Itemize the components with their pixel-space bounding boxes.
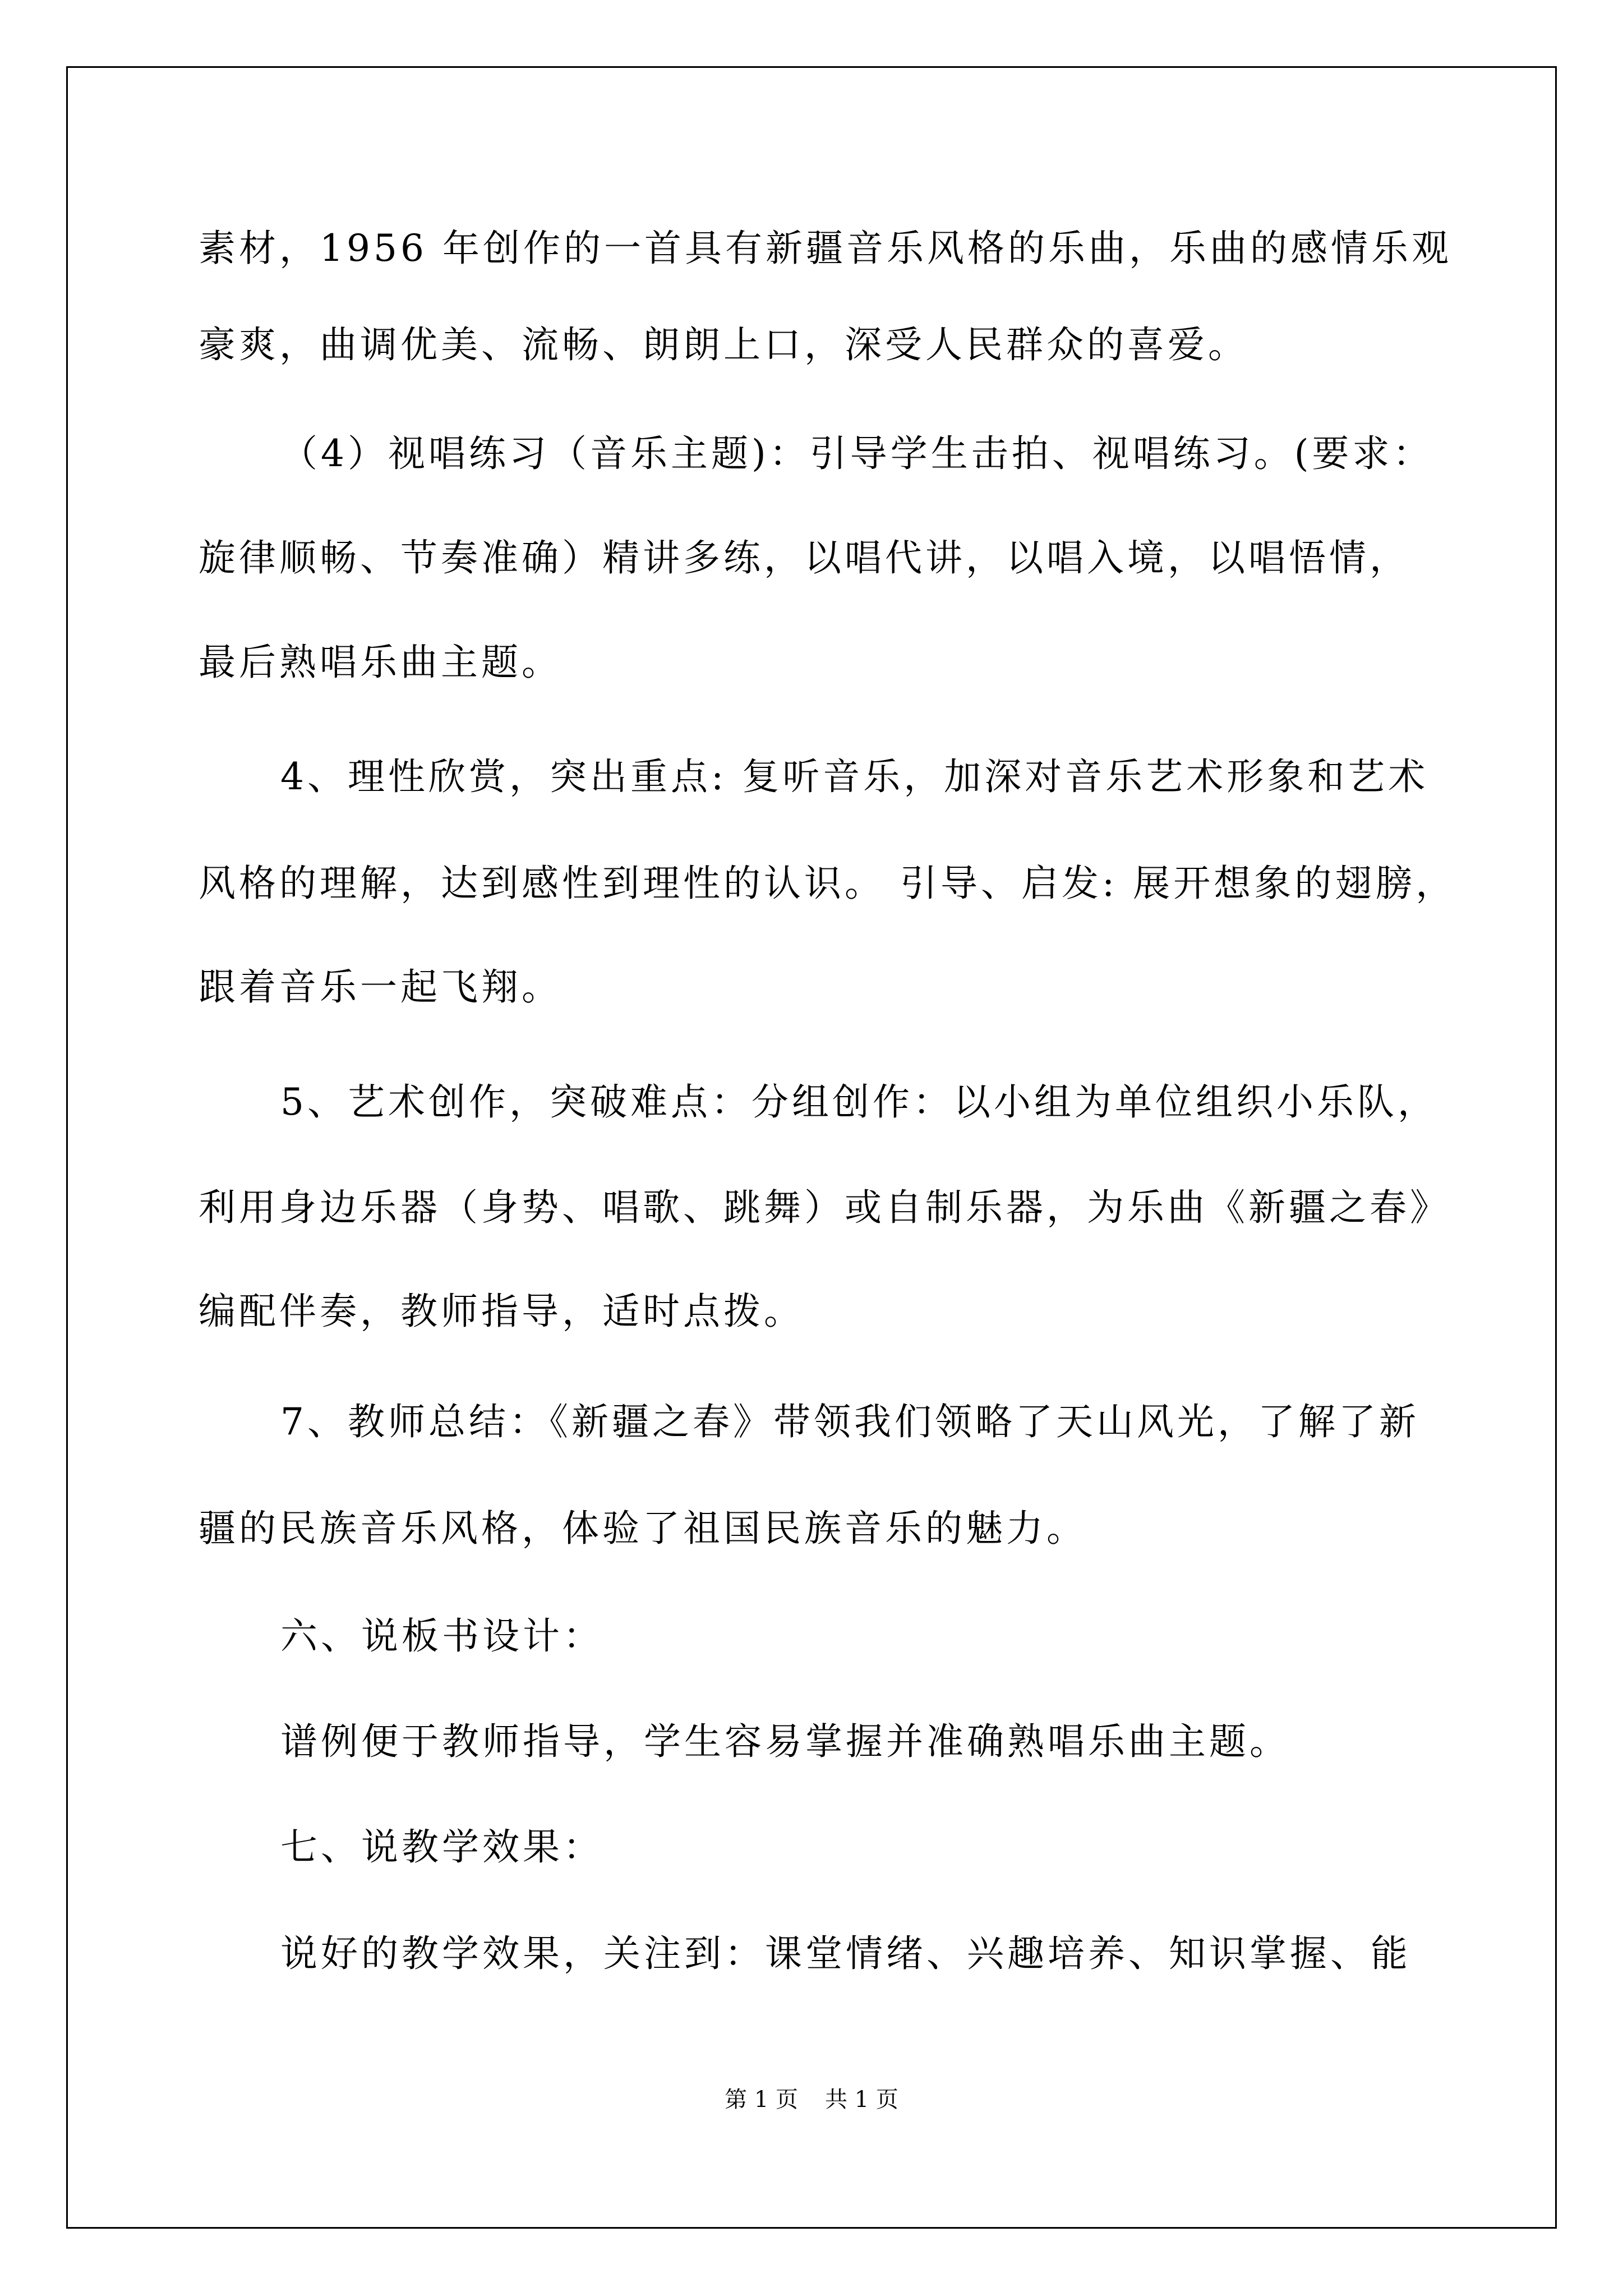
text-line-17: 说好的教学效果，关注到：课堂情绪、兴趣培养、知识掌握、能 bbox=[280, 1932, 1411, 1975]
text-line-7: 风格的理解，达到感性到理性的认识。 引导、启发: 展开想象的翅膀， bbox=[199, 862, 1456, 905]
text-line-5: 最后熟唱乐曲主题。 bbox=[199, 641, 562, 684]
text-line-6: 4、理性欣赏，突出重点: 复听音乐，加深对音乐艺术形象和艺术 bbox=[280, 755, 1429, 798]
text-line-12: 7、教师总结：《新疆之春》带领我们领略了天山风光，了解了新 bbox=[280, 1400, 1419, 1443]
text-line-3: （4）视唱练习（音乐主题)：引导学生击拍、视唱练习。(要求： bbox=[280, 432, 1433, 475]
text-line-8: 跟着音乐一起飞翔。 bbox=[199, 965, 562, 1009]
text-line-1: 素材，1956 年创作的一首具有新疆音乐风格的乐曲，乐曲的感情乐观 bbox=[199, 227, 1452, 270]
text-line-14: 六、说板书设计： bbox=[280, 1614, 603, 1658]
page-number-current: 第 1 页 bbox=[725, 2087, 798, 2113]
page-border bbox=[66, 66, 1557, 2229]
text-line-10: 利用身边乐器（身势、唱歌、跳舞）或自制乐器，为乐曲《新疆之春》 bbox=[199, 1186, 1450, 1229]
page-footer bbox=[0, 2086, 1623, 2114]
text-line-9: 5、艺术创作，突破难点：分组创作：以小组为单位组织小乐队， bbox=[280, 1080, 1438, 1124]
text-line-4: 旋律顺畅、节奏准确）精讲多练，以唱代讲，以唱入境，以唱悟情， bbox=[199, 536, 1410, 579]
text-line-11: 编配伴奏，教师指导，适时点拨。 bbox=[199, 1290, 804, 1333]
text-line-15: 谱例便于教师指导，学生容易掌握并准确熟唱乐曲主题。 bbox=[280, 1720, 1290, 1763]
text-line-13: 疆的民族音乐风格，体验了祖国民族音乐的魅力。 bbox=[199, 1507, 1087, 1550]
page-number-total: 共 1 页 bbox=[825, 2087, 898, 2113]
text-line-16: 七、说教学效果： bbox=[280, 1825, 603, 1869]
text-line-2: 豪爽，曲调优美、流畅、朗朗上口，深受人民群众的喜爱。 bbox=[199, 323, 1248, 366]
